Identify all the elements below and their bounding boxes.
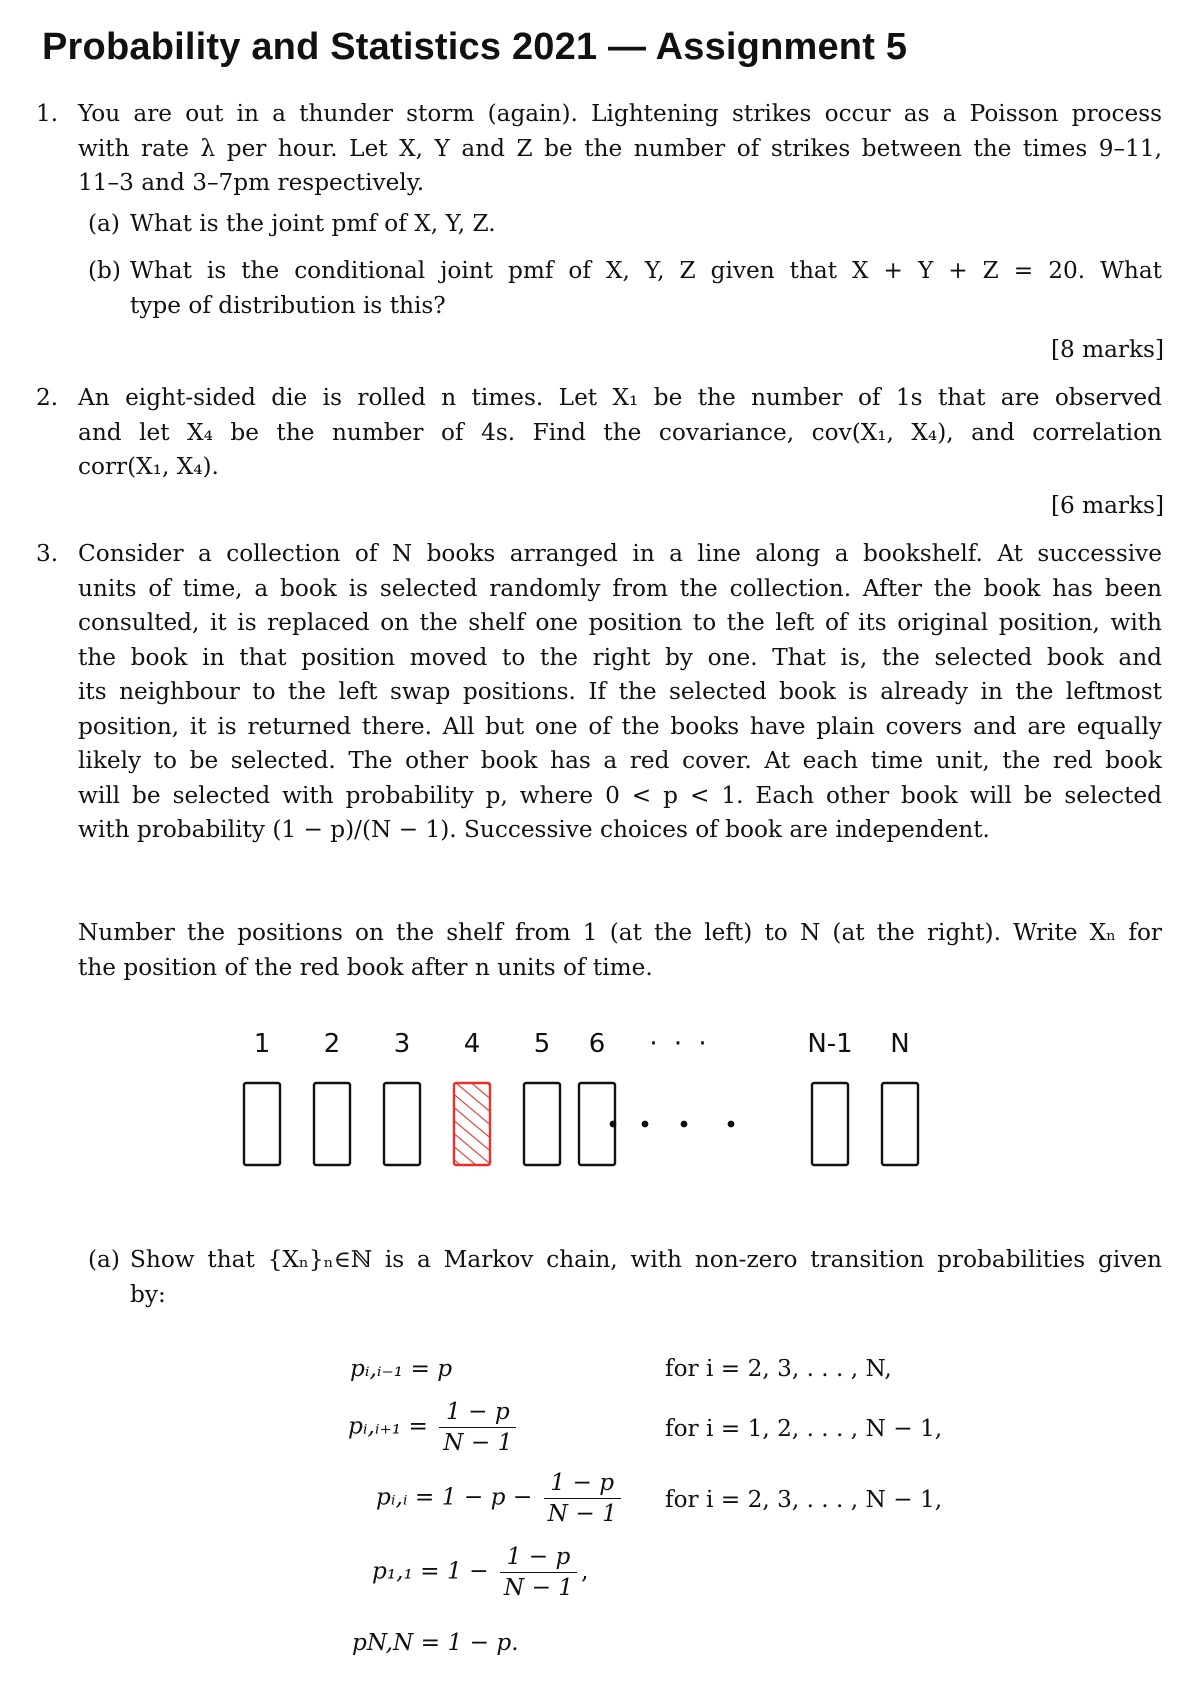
- equation-p-i-i-plus-1: [348, 1397, 520, 1458]
- question-3-line: the position of the red book after n units of time.: [78, 953, 653, 981]
- question-3-line: its neighbour to the left swap positions. If the selected book is already in the leftmost: [78, 678, 1162, 705]
- question-2-line: corr(X₁, X₄).: [78, 453, 219, 480]
- shelf-position-label: 3: [393, 1029, 411, 1059]
- shelf-position-label: 1: [253, 1029, 271, 1059]
- plain-book-icon: [314, 1083, 350, 1165]
- plain-book-icon: [244, 1083, 280, 1165]
- equation-2-condition: for i = 1, 2, . . . , N − 1,: [665, 1415, 943, 1442]
- question-3-line: will be selected with probability p, where 0 < p < 1. Each other book will be selected: [78, 781, 1162, 809]
- question-3a-line: Show that {Xₙ}ₙ∈ℕ is a Markov chain, with non-zero transition probabilities given: [130, 1246, 1162, 1273]
- ellipsis-dot: [728, 1121, 735, 1128]
- equation-lhs: pᵢ,ᵢ = 1 − p −: [376, 1483, 533, 1511]
- equation-3-condition: for i = 2, 3, . . . , N − 1,: [665, 1486, 943, 1513]
- fraction-denominator: N − 1: [439, 1427, 516, 1458]
- plain-book-icon: [579, 1083, 615, 1165]
- plain-book-icon: [524, 1083, 560, 1165]
- equation-p-i-i: [376, 1468, 625, 1529]
- question-1b-line: What is the conditional joint pmf of X, Y, Z given that X + Y + Z = 20. What: [130, 257, 1162, 284]
- question-2-number: 2.: [36, 384, 59, 411]
- shelf-position-label: 6: [588, 1029, 606, 1059]
- shelf-position-label: · · ·: [649, 1029, 711, 1059]
- question-3a-label: (a): [88, 1246, 120, 1273]
- fraction-numerator: 1 − p: [445, 1398, 510, 1425]
- ellipsis-dot: [610, 1121, 617, 1128]
- equation-p-1-1: [372, 1542, 589, 1603]
- fraction-numerator: 1 − p: [550, 1469, 615, 1496]
- question-2-line: and let X₄ be the number of 4s. Find the covariance, cov(X₁, X₄), and correlation: [78, 418, 1162, 446]
- plain-book-icon: [384, 1083, 420, 1165]
- page-title: Probability and Statistics 2021 — Assignment 5: [42, 26, 908, 68]
- question-1-marks: [8 marks]: [1050, 336, 1164, 363]
- question-1-line: You are out in a thunder storm (again). Lightening strikes occur as a Poisson process: [78, 100, 1162, 127]
- question-1-number: 1.: [36, 100, 59, 127]
- shelf-position-label: 2: [323, 1029, 341, 1059]
- question-1b-label: (b): [88, 257, 121, 284]
- shelf-position-label: 4: [463, 1029, 481, 1059]
- question-3-line: position, it is returned there. All but one of the books have plain covers and are equally: [78, 712, 1162, 740]
- question-3-line: with probability (1 − p)/(N − 1). Successive choices of book are independent.: [78, 816, 990, 843]
- equation-p-i-i-minus-1: pᵢ,ᵢ₋₁ = p: [350, 1355, 453, 1382]
- question-1-line: 11–3 and 3–7pm respectively.: [78, 169, 425, 196]
- question-1-line: with rate λ per hour. Let X, Y and Z be the number of strikes between the times 9–11,: [78, 134, 1162, 162]
- question-3-line: units of time, a book is selected randomly from the collection. After the book has been: [78, 574, 1162, 602]
- question-3-line: the book in that position moved to the right by one. That is, the selected book and: [78, 643, 1162, 671]
- equation-1-condition: for i = 2, 3, . . . , N,: [665, 1355, 892, 1382]
- question-3-text-2: [78, 916, 1162, 985]
- fraction-denominator: N − 1: [544, 1498, 621, 1529]
- equation-lhs: p₁,₁ = 1 −: [372, 1557, 489, 1585]
- question-2-line: An eight-sided die is rolled n times. Let X₁ be the number of 1s that are observed: [78, 384, 1162, 411]
- plain-book-icon: [882, 1083, 918, 1165]
- question-3-line: consulted, it is replaced on the shelf one position to the left of its original position, with: [78, 609, 1162, 636]
- plain-book-icon: [812, 1083, 848, 1165]
- equation-p-n-n: pN,N = 1 − p.: [352, 1629, 519, 1656]
- shelf-position-label: N-1: [807, 1029, 853, 1059]
- question-1a-text: What is the joint pmf of X, Y, Z.: [130, 210, 496, 237]
- question-1-text: [78, 97, 1162, 201]
- question-2-text: [78, 381, 1162, 485]
- question-1b-text: [130, 254, 1162, 323]
- question-1a-label: (a): [88, 210, 120, 237]
- fraction: [439, 1397, 516, 1458]
- fraction: [544, 1468, 621, 1529]
- question-1b-line: type of distribution is this?: [130, 291, 446, 319]
- question-3-number: 3.: [36, 540, 59, 567]
- question-3a-text: [130, 1243, 1162, 1312]
- red-book-icon: [454, 1083, 490, 1165]
- question-3-text: [78, 537, 1162, 848]
- equation-comma: ,: [581, 1557, 589, 1585]
- question-3a-line: by:: [130, 1280, 166, 1308]
- question-3-line: likely to be selected. The other book has a red cover. At each time unit, the red book: [78, 747, 1162, 774]
- shelf-position-label: 5: [533, 1029, 551, 1059]
- ellipsis-dot: [642, 1121, 649, 1128]
- fraction: [500, 1542, 577, 1603]
- shelf-position-label: N: [890, 1029, 910, 1059]
- question-2-marks: [6 marks]: [1050, 492, 1164, 519]
- ellipsis-dot: [681, 1121, 688, 1128]
- question-3-line: Number the positions on the shelf from 1 (at the left) to N (at the right). Write Xₙ for: [78, 919, 1162, 946]
- question-3-line: Consider a collection of N books arranged in a line along a bookshelf. At successive: [78, 540, 1162, 567]
- fraction-denominator: N − 1: [500, 1572, 577, 1603]
- fraction-numerator: 1 − p: [506, 1543, 571, 1570]
- bookshelf-figure: [240, 1020, 940, 1180]
- equation-lhs: pᵢ,ᵢ₊₁ =: [348, 1412, 428, 1440]
